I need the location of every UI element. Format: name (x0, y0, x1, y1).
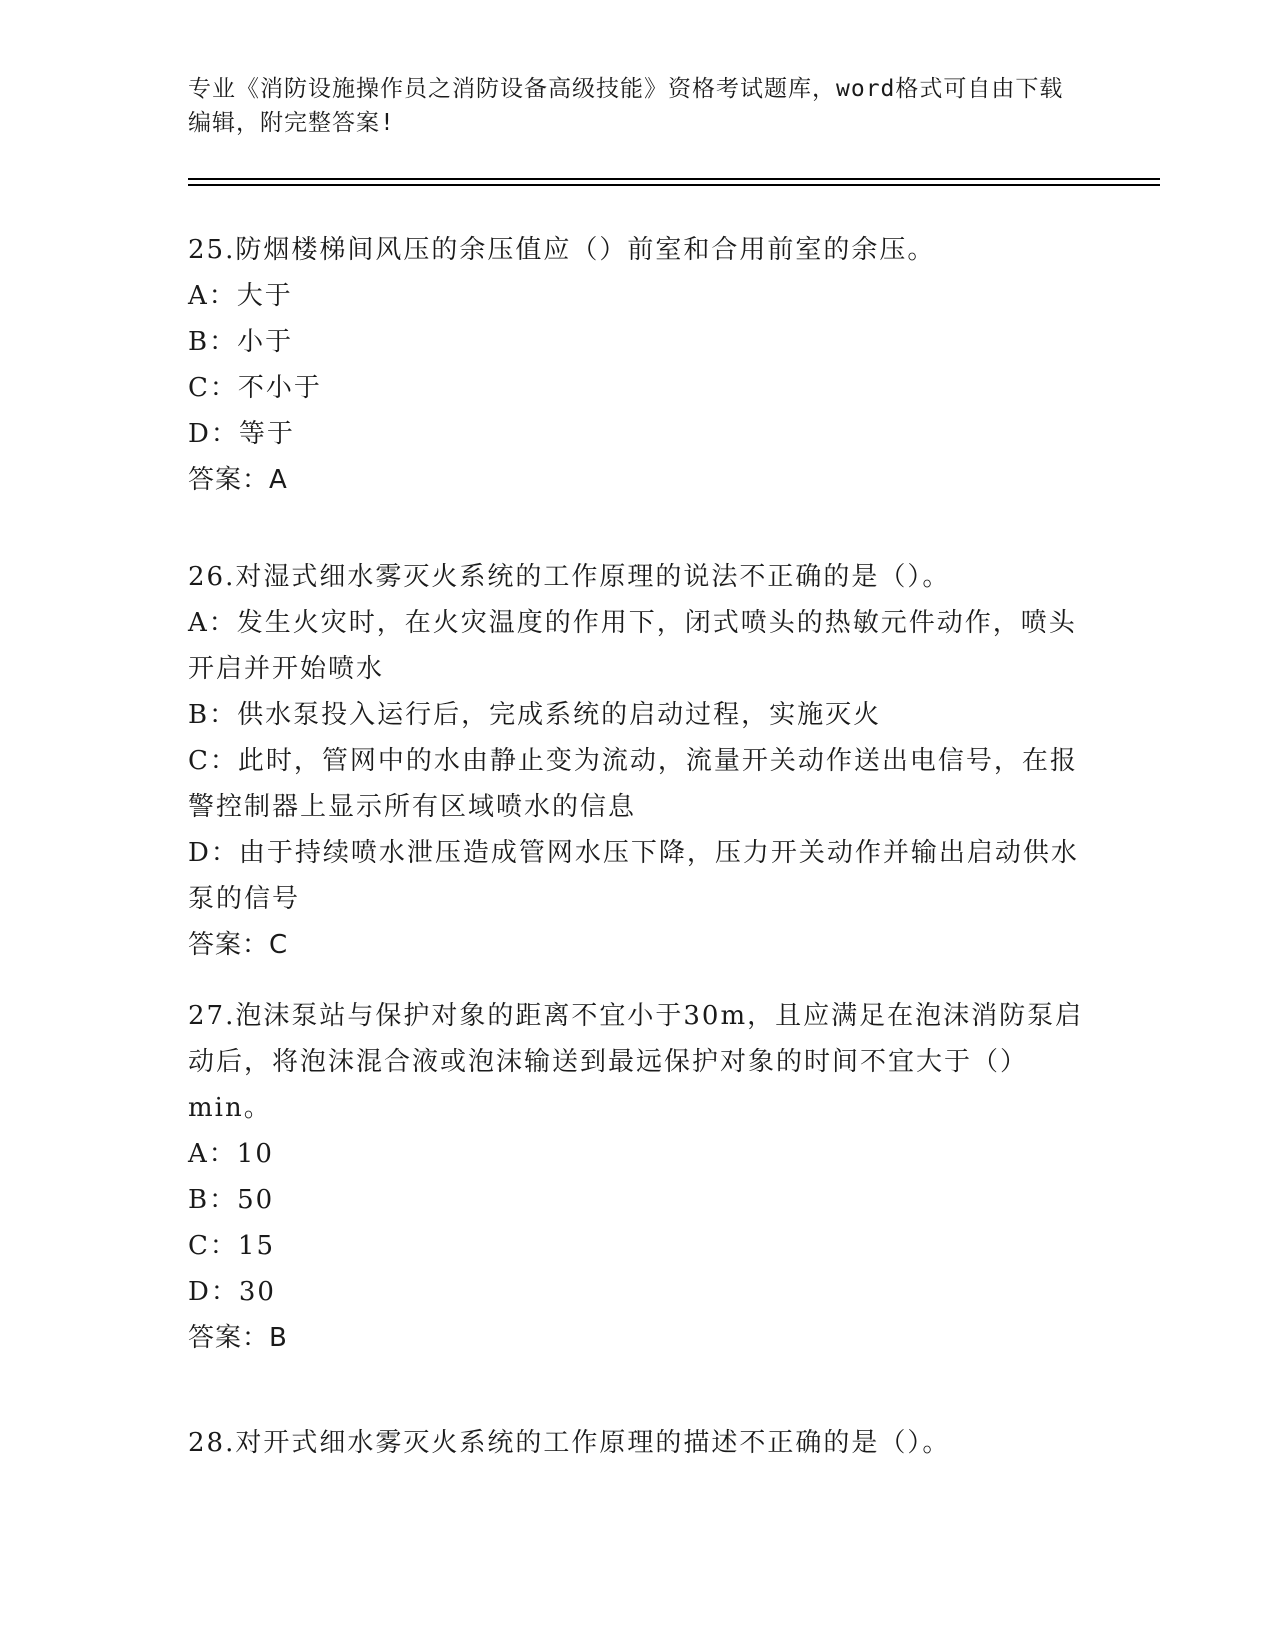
option-key: C： (188, 1231, 238, 1261)
option-text: 小于 (237, 327, 294, 357)
option-key: C： (188, 746, 238, 776)
option-key: B： (188, 327, 238, 357)
question-stem (188, 993, 1088, 1131)
answer-value: A (269, 465, 288, 495)
option-d (188, 830, 1088, 922)
question-27 (188, 993, 1088, 1361)
option-key: A： (188, 1139, 237, 1169)
header-text: 专业《消防设施操作员之消防设备高级技能》资格考试题库，word格式可自由下载编辑，附完整答案! (188, 76, 1064, 136)
option-text: 不小于 (237, 373, 322, 403)
question-number: 27. (188, 1001, 236, 1031)
option-text: 30 (238, 1277, 276, 1307)
option-text: 50 (237, 1185, 275, 1215)
option-a (188, 1131, 1088, 1177)
option-a (188, 273, 1088, 319)
option-c (188, 1223, 1088, 1269)
question-26 (188, 554, 1088, 968)
answer (188, 1315, 1088, 1361)
question-text: 对湿式细水雾灭火系统的工作原理的说法不正确的是（）。 (235, 562, 951, 592)
option-key: B： (188, 1185, 238, 1215)
option-text: 等于 (238, 419, 295, 449)
question-text: 防烟楼梯间风压的余压值应（）前室和合用前室的余压。 (235, 235, 936, 265)
option-key: B： (188, 700, 238, 730)
option-text: 由于持续喷水泄压造成管网水压下降，压力开关动作并输出启动供水泵的信号 (188, 838, 1079, 914)
option-key: D： (188, 1277, 239, 1307)
document-header (188, 72, 1068, 140)
question-number: 25. (188, 235, 236, 265)
option-key: A： (188, 608, 237, 638)
question-25 (188, 227, 1088, 503)
header-divider-bottom (188, 184, 1160, 186)
option-b (188, 319, 1088, 365)
option-c (188, 365, 1088, 411)
answer (188, 922, 1088, 968)
answer (188, 457, 1088, 503)
option-key: A： (188, 281, 237, 311)
option-c (188, 738, 1088, 830)
option-a (188, 600, 1088, 692)
answer-value: C (269, 930, 289, 960)
answer-label: 答案： (188, 1323, 270, 1353)
option-key: C： (188, 373, 238, 403)
option-text: 供水泵投入运行后，完成系统的启动过程，实施灭火 (237, 700, 882, 730)
answer-label: 答案： (188, 465, 270, 495)
option-text: 此时，管网中的水由静止变为流动，流量开关动作送出电信号，在报警控制器上显示所有区域喷水的信息 (188, 746, 1078, 822)
question-stem (188, 1420, 1088, 1466)
option-text: 大于 (236, 281, 293, 311)
option-b (188, 1177, 1088, 1223)
option-b (188, 692, 1088, 738)
answer-value: B (269, 1323, 288, 1353)
question-text: 泡沫泵站与保护对象的距离不宜小于30m，且应满足在泡沫消防泵启动后，将泡沫混合液或泡沫输送到最远保护对象的时间不宜大于（）min。 (188, 1001, 1084, 1123)
option-text: 15 (237, 1231, 275, 1261)
option-key: D： (188, 838, 239, 868)
option-text: 发生火灾时，在火灾温度的作用下，闭式喷头的热敏元件动作，喷头开启并开始喷水 (188, 608, 1077, 684)
option-d (188, 1269, 1088, 1315)
option-text: 10 (236, 1139, 274, 1169)
header-divider-top (188, 178, 1160, 180)
question-text: 对开式细水雾灭火系统的工作原理的描述不正确的是（）。 (235, 1428, 951, 1458)
question-28 (188, 1420, 1088, 1466)
question-number: 26. (188, 562, 236, 592)
option-key: D： (188, 419, 239, 449)
option-d (188, 411, 1088, 457)
question-number: 28. (188, 1428, 236, 1458)
question-stem (188, 554, 1088, 600)
question-stem (188, 227, 1088, 273)
answer-label: 答案： (188, 930, 270, 960)
